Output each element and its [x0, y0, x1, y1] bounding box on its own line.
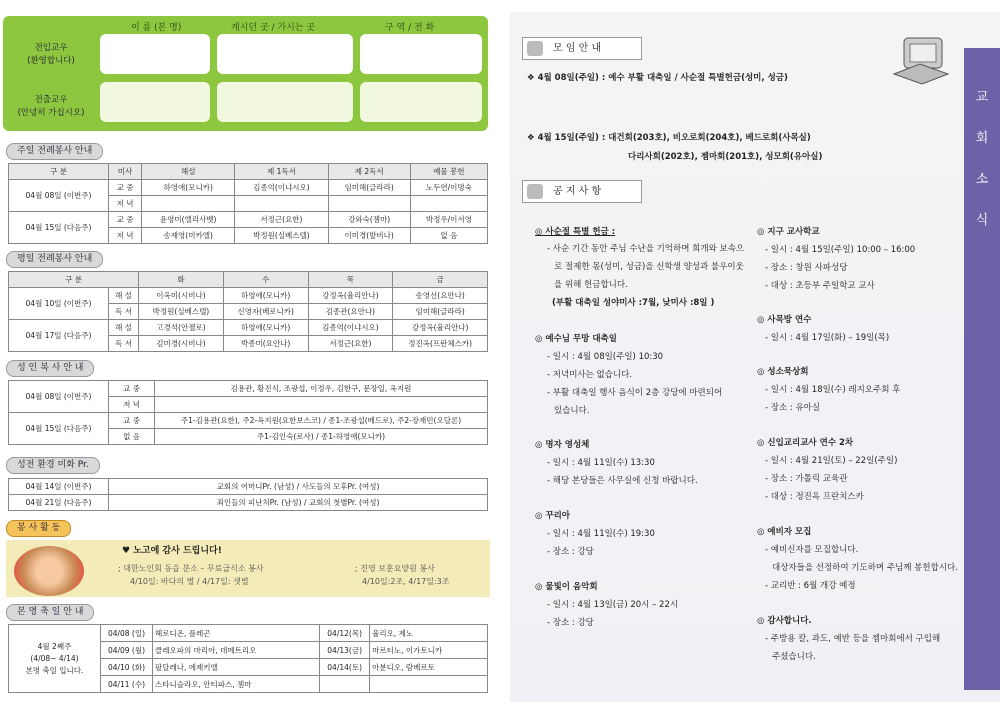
notice-item: - 일시 : 4월 11일(수) 13:30	[547, 458, 655, 468]
incoming-district-box[interactable]	[360, 34, 482, 74]
notice-item: - 사순 기간 동안 주님 수난을 기억하며 희개와 보속으	[547, 244, 745, 254]
table-cell	[235, 196, 328, 212]
table-cell: 박종미(요안나)	[223, 336, 308, 352]
notice-item: ◎ 물빛이 음악회	[535, 582, 598, 592]
notice-item: 주셨습니다.	[772, 652, 816, 662]
table-cell: 04/12(목)	[320, 625, 370, 642]
table-cell: 강정옥(율리안나)	[393, 320, 488, 336]
col-thu: 목	[308, 272, 393, 288]
table-cell: 이옥미(시비나)	[139, 288, 224, 304]
table-cell: 하영애(모니카)	[223, 320, 308, 336]
notice-item: 있습니다.	[554, 406, 590, 416]
table-cell: 이미경(발비나)	[328, 228, 410, 244]
notice-item: (부활 대축일 성야미사 :7월, 낮미사 :8일 )	[552, 298, 715, 308]
sunday-table	[8, 163, 488, 244]
notice-item: - 저녁미사는 없습니다.	[547, 370, 633, 380]
notice-item: - 해당 본당들은 사무실에 신청 바랍니다.	[547, 476, 698, 486]
notice-item: - 일시 : 4월 21일(토) – 22일(주일)	[765, 456, 898, 466]
notice-heading	[522, 180, 642, 203]
col-division: 구 분	[9, 272, 139, 288]
service-line1b: ; 진영 보훈요양원 봉사	[355, 564, 435, 573]
table-cell: 클레오파의 마리아, 데메트리오	[153, 642, 320, 659]
meeting-line2: ❖ 4월 15일(주일) : 대건회(203호), 비오로회(204호), 베드로회(사목실)	[527, 133, 811, 143]
feast-title: 본 명 축 일 안 내	[6, 604, 94, 621]
table-cell: 교회의 어머니Pr. (남성) / 사도들의 모후Pr. (여성)	[109, 479, 488, 495]
band-char: 회	[975, 131, 989, 146]
table-cell: 04월 15일 (다음주)	[9, 212, 109, 244]
label-incoming: 전입교우 (환영합니다)	[27, 43, 75, 66]
service-line2: 4/10일: 바다의 별 / 4/17일: 샛별	[130, 577, 249, 586]
notice-item: - 일시 : 4월 17일(화) – 19일(목)	[765, 333, 890, 343]
table-cell	[320, 676, 370, 693]
table-cell: 강와숙(젬마)	[328, 212, 410, 228]
table-cell: 노두연/이명숙	[410, 180, 487, 196]
table-cell: 신영자(베로니카)	[223, 304, 308, 320]
table-cell: 송재영(미카엘)	[142, 228, 235, 244]
table-cell: 스타니슬라오, 안티파스, 젬마	[153, 676, 320, 693]
side-band	[964, 48, 1000, 690]
table-cell: 저 녁	[109, 397, 155, 413]
label-outgoing: 전출교우 (안녕히 가십시오)	[17, 95, 85, 118]
adult-title: 성 인 복 사 안 내	[6, 360, 94, 377]
header-name: 이 름 (본 명)	[131, 23, 182, 33]
left-page	[0, 0, 492, 705]
table-cell: 박정원(실베스텔)	[139, 304, 224, 320]
table-cell: 팔달레나, 에제키엘	[153, 659, 320, 676]
notice-item: ◎ 예비자 모집	[757, 527, 812, 537]
col-wed: 수	[223, 272, 308, 288]
band-char: 식	[975, 213, 989, 228]
table-cell: 독 서	[109, 304, 139, 320]
table-cell: 04월 17일 (다음주)	[9, 320, 109, 352]
notice-heading-text: 공 지 사 항	[553, 186, 602, 197]
table-cell: 고경석(안젤로)	[139, 320, 224, 336]
transfer-panel	[3, 16, 488, 131]
sunday-title: 주일 전례봉사 안내	[6, 143, 103, 160]
col-tue: 화	[139, 272, 224, 288]
table-cell: 김종관(요안나)	[308, 304, 393, 320]
notice-item: ◎ 신입교리교사 연수 2차	[757, 438, 854, 448]
notice-item: - 장소 : 창원 사파성당	[765, 263, 848, 273]
table-cell: 율리오, 제노	[370, 625, 488, 642]
table-cell	[410, 196, 487, 212]
header-district: 구 역 / 전 화	[385, 23, 435, 33]
outgoing-district-box[interactable]	[360, 82, 482, 122]
weekday-table	[8, 271, 488, 352]
notice-item: - 장소 : 유아실	[765, 403, 821, 413]
meeting-line1: ❖ 4월 08일(주일) : 예수 부활 대축일 / 사순절 특별헌금(성미, 성금)	[527, 73, 788, 83]
meeting-heading-text: 모 임 안 내	[553, 43, 602, 54]
table-cell	[155, 397, 488, 413]
notice-item: - 부활 대축일 행사 음식이 2층 강당에 마련되어	[547, 388, 723, 398]
outgoing-place-box[interactable]	[217, 82, 353, 122]
service-title: 봉 사 활 동	[6, 520, 71, 537]
notice-item: - 일시 : 4월 08일(주일) 10:30	[547, 352, 664, 362]
service-thanks: ♥ 노고에 감사 드립니다!	[122, 546, 222, 556]
notice-item: - 장소 : 강당	[547, 618, 594, 628]
table-cell: 04/13(금)	[320, 642, 370, 659]
col-reading1: 제 1독서	[235, 164, 328, 180]
table-cell: 없 음	[109, 429, 155, 445]
table-cell: 04/08 (일)	[101, 625, 153, 642]
feast-table	[8, 624, 488, 693]
service-thanks-text: 노고에 감사 드립니다!	[133, 546, 222, 556]
meeting-heading	[522, 37, 642, 60]
table-cell: 해 설	[109, 320, 139, 336]
notice-item: - 일시 : 4월 11일(수) 19:30	[547, 529, 655, 539]
header-place: 계시던 곳 / 가시는 곳	[231, 23, 316, 33]
table-cell: 04월 14일 (이번주)	[9, 479, 109, 495]
table-cell: 04월 08일 (이번주)	[9, 180, 109, 212]
table-cell: 하영애(모니카)	[142, 180, 235, 196]
table-cell: 해 설	[109, 288, 139, 304]
table-cell	[142, 196, 235, 212]
table-cell: 마르티노, 이가토니카	[370, 642, 488, 659]
pr-title: 성전 환경 미화 Pr.	[6, 457, 100, 474]
incoming-name-box[interactable]	[100, 34, 210, 74]
notice-item: ◎ 감사합니다.	[757, 616, 812, 626]
notice-item: 로 절제한 몫(성미, 성금)을 신학생 양성과 불우이웃	[554, 262, 744, 272]
feast-week: 4월 2째주 (4/08~ 4/14) 본명 축일 입니다.	[9, 625, 101, 693]
notice-item: ◎ 꾸리아	[535, 511, 571, 521]
table-cell: 04월 21일 (다음주)	[9, 495, 109, 511]
notice-item: - 일시 : 4월 18일(수) 레지오주회 후	[765, 385, 901, 395]
table-cell: 04/09 (월)	[101, 642, 153, 659]
notice-item: - 일시 : 4월 13일(금) 20시 – 22시	[547, 600, 679, 610]
adult-table	[8, 380, 488, 445]
table-cell: 저 녁	[109, 196, 142, 212]
table-cell: 교 중	[109, 212, 142, 228]
table-cell: 죄인들의 피난처Pr. (남성) / 교회의 첫별Pr. (여성)	[109, 495, 488, 511]
meeting-line3: 다리사회(202호), 젬마회(201호), 성모회(유아실)	[628, 152, 823, 162]
table-cell: 김용관, 황진식, 조광섭, 이정우, 김한구, 문장일, 옥지원	[155, 381, 488, 397]
table-cell: 04월 08일 (이번주)	[9, 381, 109, 413]
col-commentary: 해설	[142, 164, 235, 180]
table-cell: 박정원(실베스텔)	[235, 228, 328, 244]
table-cell: 김종억(이냐시오)	[235, 180, 328, 196]
col-division: 구 분	[9, 164, 109, 180]
table-cell: 정진옥(프란체스카)	[393, 336, 488, 352]
band-char: 교	[975, 90, 989, 105]
notice-item: - 교리반 : 6월 개강 예정	[765, 581, 856, 591]
notice-item: - 장소 : 강당	[547, 547, 594, 557]
table-cell: 서정근(요한)	[235, 212, 328, 228]
table-cell: 아분디오, 람베르토	[370, 659, 488, 676]
col-offering: 예물 봉헌	[410, 164, 487, 180]
table-cell: 헤로디온, 플레곤	[153, 625, 320, 642]
notice-item: ◎ 성소묵상회	[757, 367, 809, 377]
notice-item: - 대상 : 초등부 주일학교 교사	[765, 281, 875, 291]
table-cell: 임미해(글라라)	[393, 304, 488, 320]
band-char: 소	[975, 172, 989, 187]
table-cell: 교 중	[109, 413, 155, 429]
table-cell: 서정근(요한)	[308, 336, 393, 352]
notice-item: 을 위해 헌금합니다.	[554, 280, 628, 290]
table-cell	[370, 676, 488, 693]
notice-item: ◎ 지구 교사학교	[757, 227, 820, 237]
table-cell: 송영선(요안나)	[393, 288, 488, 304]
table-cell: 주1-김인숙(로사) / 종1-하영애(모니카)	[155, 429, 488, 445]
table-cell: 04/11 (수)	[101, 676, 153, 693]
meeting-icon	[527, 41, 543, 56]
table-cell: 저 녁	[109, 228, 142, 244]
notice-item: - 대상 : 정진옥 프란치스카	[765, 492, 864, 502]
table-cell: 하영애(모니카)	[223, 288, 308, 304]
notice-icon	[527, 184, 543, 199]
outgoing-name-box[interactable]	[100, 82, 210, 122]
service-line1: ; 대한노인회 동읍 분소 – 무료급식소 봉사	[118, 564, 264, 573]
weekday-title: 평일 전례봉사 안내	[6, 251, 103, 268]
computer-icon	[890, 34, 952, 86]
table-cell: 교 중	[109, 180, 142, 196]
table-cell: 강정옥(율리안나)	[308, 288, 393, 304]
table-cell: 04월 10일 (이번주)	[9, 288, 109, 320]
notice-item: - 일시 : 4월 15일(주일) 10:00 – 16:00	[765, 245, 916, 255]
table-cell: 주1-김용관(요한), 주2-옥지원(요한보스코) / 종1-조광섭(베드로), 주2-장재민(오달론)	[155, 413, 488, 429]
table-cell: 김미경(시비나)	[139, 336, 224, 352]
table-cell: 윤영미(엘리사벳)	[142, 212, 235, 228]
table-cell: 독 서	[109, 336, 139, 352]
notice-item: - 주방용 칼, 과도, 예반 등을 젬마회에서 구입해	[765, 634, 941, 644]
table-cell: 임미해(글라라)	[328, 180, 410, 196]
table-cell: 박정우/이서영	[410, 212, 487, 228]
table-cell: 없 음	[410, 228, 487, 244]
notice-item: 대상자들을 선정하여 기도하며 주님께 봉헌합시다.	[772, 563, 958, 573]
table-cell: 김종억(이냐시오)	[308, 320, 393, 336]
notice-item: ◎ 명자 영성체	[535, 440, 590, 450]
notice-item: - 예비신자를 모집합니다.	[765, 545, 859, 555]
table-cell: 04/14(토)	[320, 659, 370, 676]
volunteer-illustration	[14, 546, 84, 596]
table-cell: 교 중	[109, 381, 155, 397]
col-mass: 미사	[109, 164, 142, 180]
table-cell: 04월 15일 (다음주)	[9, 413, 109, 445]
incoming-place-box[interactable]	[217, 34, 353, 74]
notice-item: ◎ 사목방 연수	[757, 315, 812, 325]
col-fri: 금	[393, 272, 488, 288]
table-cell	[328, 196, 410, 212]
table-cell: 04/10 (화)	[101, 659, 153, 676]
notice-item: ◎ 사순절 특별 헌금 :	[535, 227, 616, 237]
col-reading2: 제 2독서	[328, 164, 410, 180]
notice-item: - 장소 : 가톨릭 교육관	[765, 474, 848, 484]
service-line2b: 4/10일:2조, 4/17일:3조	[362, 577, 450, 586]
pr-table	[8, 478, 488, 511]
notice-item: ◎ 예수님 무망 대축일	[535, 334, 617, 344]
